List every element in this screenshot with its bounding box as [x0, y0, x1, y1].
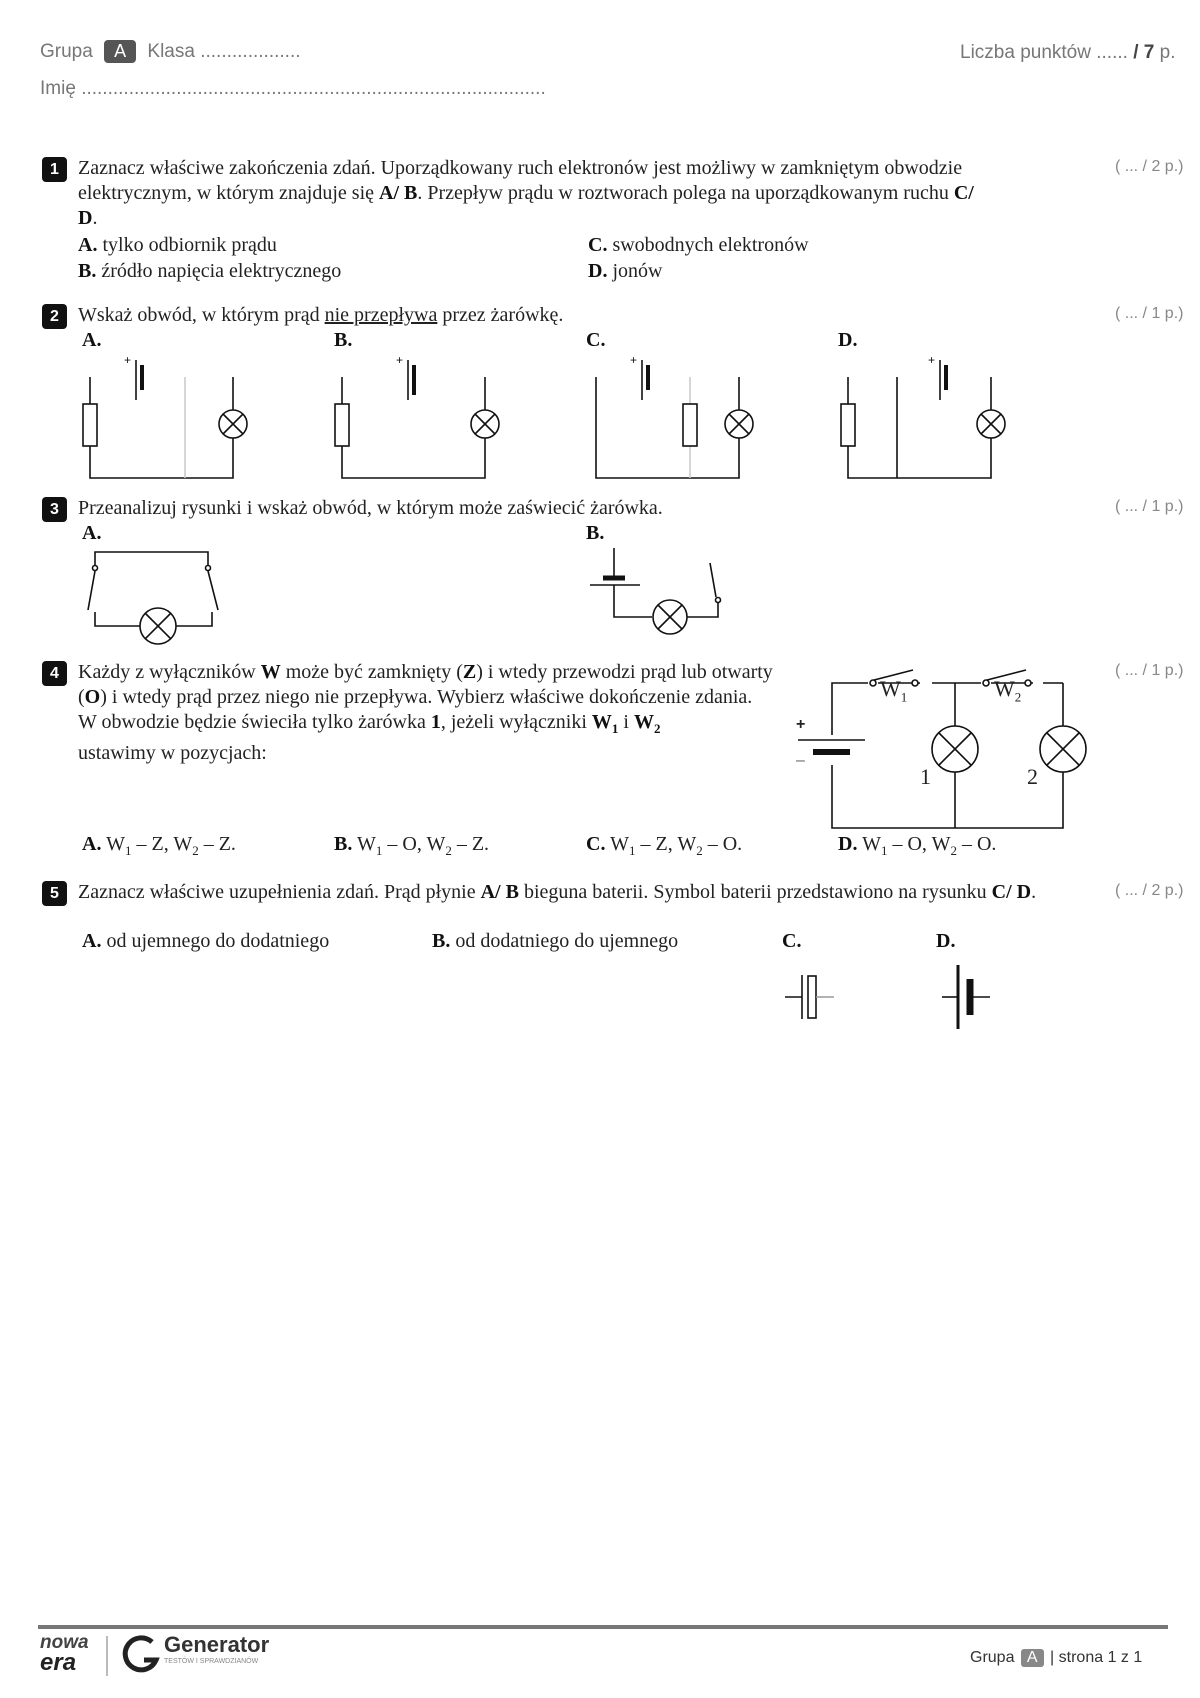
logo-nowa: nowa	[40, 1632, 89, 1653]
generator-subtitle: TESTÓW I SPRAWDZIANÓW	[164, 1658, 259, 1665]
q4-option-b[interactable]: B. $W_1$ – O, $W_2$ – Z.	[334, 833, 490, 858]
question-number-1: 1	[42, 157, 67, 182]
q2-label-b[interactable]: B.	[334, 329, 353, 351]
q3-label-a[interactable]: A.	[82, 522, 102, 544]
points-total: / 7	[1133, 42, 1155, 63]
svg-text:+: +	[396, 353, 404, 367]
question-points-5: ( ... / 2 p.)	[1115, 882, 1184, 899]
question-points-1: ( ... / 2 p.)	[1115, 158, 1184, 175]
question-number-3: 3	[42, 497, 67, 522]
q3-label-b[interactable]: B.	[586, 522, 605, 544]
q2-circuit-d[interactable]	[841, 353, 1005, 478]
footer-divider	[38, 1625, 1168, 1629]
question-points-2: ( ... / 1 p.)	[1115, 305, 1184, 322]
q3-circuit-b[interactable]	[590, 548, 721, 634]
footer-page-number: | strona 1 z 1	[1050, 1649, 1143, 1666]
svg-text:+: +	[124, 353, 132, 367]
q1-option-c[interactable]: C. swobodnych elektronów	[588, 234, 809, 256]
question-number-2: 2	[42, 304, 67, 329]
question-number-5: 5	[42, 881, 67, 906]
group-badge: A	[104, 40, 136, 63]
question-points-3: ( ... / 1 p.)	[1115, 498, 1184, 515]
q4-label-plus: +	[796, 716, 806, 733]
q1-option-b[interactable]: B. źródło napięcia elektrycznego	[78, 260, 342, 282]
logo-separator	[106, 1636, 108, 1676]
q4-option-a[interactable]: A. $W_1$ – Z, $W_2$ – Z.	[82, 833, 236, 858]
footer-page-info: Grupa A | strona 1 z 1	[970, 1649, 1143, 1666]
q4-label-w2: $W_2$	[994, 676, 1022, 705]
q5-option-a[interactable]: A. od ujemnego do dodatniego	[82, 930, 330, 952]
name-label: Imię	[40, 78, 76, 99]
q4-option-d[interactable]: D. $W_1$ – O, $W_2$ – O.	[838, 833, 997, 858]
logo-era: era	[40, 1649, 77, 1676]
question-points-4: ( ... / 1 p.)	[1115, 662, 1184, 679]
q5-option-b[interactable]: B. od dodatniego do ujemnego	[432, 930, 679, 952]
points-unit: p.	[1159, 42, 1176, 63]
generator-title: Generator	[164, 1632, 270, 1657]
group-label: Grupa	[40, 41, 93, 62]
points-label: Liczba punktów	[960, 42, 1091, 63]
q2-circuit-b[interactable]	[335, 353, 499, 478]
name-dots: ........................................................................................	[81, 78, 546, 99]
q5-symbol-d[interactable]	[942, 965, 990, 1029]
q2-label-c[interactable]: C.	[586, 329, 606, 351]
question-text-4: Każdy z wyłączników W może być zamknięty (Z) i wtedy przewodzi prąd lub otwarty (O) i wtedy prąd przez niego nie przepływa. Wybierz właściwe dokończenie zdania. W obwodzie będzie świeciła tylko żarówka 1, jeżeli wyłączniki $W_1$ i $W_2$ ustawimy w pozycjach:	[78, 661, 773, 764]
q3-circuit-a[interactable]	[88, 552, 218, 644]
generator-logo-icon	[122, 1634, 162, 1676]
q5-symbol-c[interactable]	[785, 975, 834, 1019]
q4-circuit	[798, 670, 1086, 828]
question-text-1: Zaznacz właściwe zakończenia zdań. Uporządkowany ruch elektronów jest możliwy w zamkniętym obwodzie elektrycznym, w którym znajduje się A/ B. Przepływ prądu w roztworach polega na uporządkowanym ruchu C/ D.	[78, 157, 974, 229]
q1-option-d[interactable]: D. jonów	[588, 260, 663, 282]
class-dots: ...................	[200, 41, 301, 62]
question-text-5: Zaznacz właściwe uzupełnienia zdań. Prąd płynie A/ B bieguna baterii. Symbol baterii przedstawiono na rysunku C/ D.	[78, 881, 1037, 903]
q4-label-minus: –	[796, 752, 805, 769]
q4-option-c[interactable]: C. $W_1$ – Z, $W_2$ – O.	[586, 833, 743, 858]
q2-circuit-c[interactable]	[596, 353, 753, 478]
q4-label-bulb2: 2	[1027, 764, 1038, 789]
svg-text:+: +	[630, 353, 638, 367]
q2-circuit-a[interactable]	[83, 353, 247, 478]
question-text-2: Wskaż obwód, w którym prąd nie przepływa przez żarówkę.	[78, 304, 564, 326]
q2-label-a[interactable]: A.	[82, 329, 102, 351]
q2-label-d[interactable]: D.	[838, 329, 858, 351]
q5-option-c[interactable]: C.	[782, 930, 802, 952]
footer-group-badge: A	[1021, 1649, 1044, 1667]
q5-option-d[interactable]: D.	[936, 930, 956, 952]
points-dots: ......	[1096, 42, 1128, 63]
q4-label-bulb1: 1	[920, 764, 931, 789]
nowa-era-logo	[40, 1634, 89, 1674]
q4-label-w1: $W_1$	[880, 676, 908, 705]
q1-option-a[interactable]: A. tylko odbiornik prądu	[78, 234, 277, 256]
question-text-3: Przeanalizuj rysunki i wskaż obwód, w którym może zaświecić żarówka.	[78, 497, 663, 519]
class-label: Klasa	[147, 41, 195, 62]
question-number-4: 4	[42, 661, 67, 686]
svg-text:+: +	[928, 353, 936, 367]
